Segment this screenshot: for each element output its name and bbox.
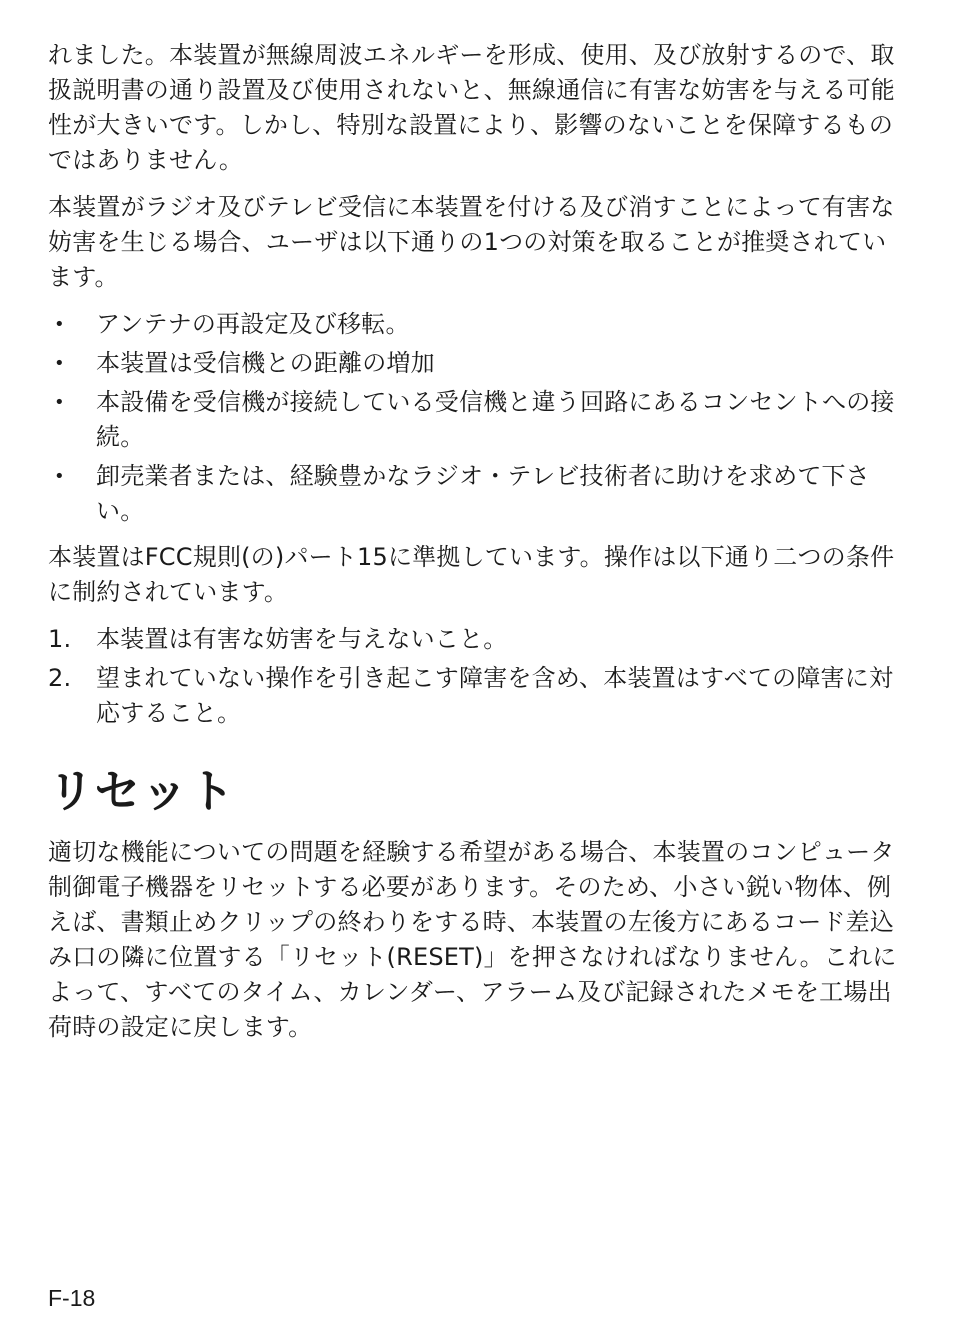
list-item-text: 本設備を受信機が接続している受信機と違う回路にあるコンセントへの接続。: [96, 388, 895, 451]
reset-paragraph: 適切な機能についての問題を経験する希望がある場合、本装置のコンピュータ制御電子機器をリセットする必要があります。そのため、小さい鋭い物体、例えば、書類止めクリップの終わりをする時、本装置の左後方にあるコード差込み口の隣に位置する「リセット(RESET)」を押さなければなりません。これによって、すべてのタイム、カレンダー、アラーム及び記録されたメモを工場出荷時の設定に戻します。: [48, 838, 897, 1041]
list-item-text: 本装置は受信機との距離の増加: [96, 349, 435, 377]
list-item: [48, 307, 906, 342]
number-marker: 2.: [48, 664, 72, 692]
countermeasure-list: [48, 307, 906, 529]
fcc-conditions-list: [48, 622, 906, 731]
reset-heading: リセット: [48, 764, 236, 818]
bullet-marker: •: [54, 314, 65, 335]
page-number: F-18: [48, 1285, 96, 1311]
bullet-marker: •: [54, 466, 65, 487]
list-item: [48, 385, 906, 455]
list-item-text: 卸売業者または、経験豊かなラジオ・テレビ技術者に助けを求めて下さい。: [96, 462, 870, 525]
intro-paragraph-1: れました。本装置が無線周波エネルギーを形成、使用、及び放射するので、取扱説明書の通り設置及び使用されないと、無線通信に有害な妨害を与える可能性が大きいです。しかし、特別な設置により、影響のないことを保障するものではありません。: [48, 41, 895, 174]
list-item-text: 望まれていない操作を引き起こす障害を含め、本装置はすべての障害に対応すること。: [96, 664, 894, 727]
list-item: [48, 459, 906, 529]
list-item: [48, 346, 906, 381]
page-content: [48, 38, 906, 1057]
fcc-paragraph: 本装置はFCC規則(の)パート15に準拠しています。操作は以下通り二つの条件に制約されています。: [48, 543, 895, 606]
list-item: [48, 622, 906, 657]
list-item: [48, 661, 906, 731]
number-marker: 1.: [48, 625, 72, 653]
bullet-marker: •: [54, 353, 65, 374]
intro-paragraph-2: 本装置がラジオ及びテレビ受信に本装置を付ける及び消すことによって有害な妨害を生じる場合、ユーザは以下通りの1つの対策を取ることが推奨されています。: [48, 193, 895, 291]
list-item-text: 本装置は有害な妨害を与えないこと。: [96, 625, 508, 653]
bullet-marker: •: [54, 392, 65, 413]
list-item-text: アンテナの再設定及び移転。: [96, 310, 410, 338]
